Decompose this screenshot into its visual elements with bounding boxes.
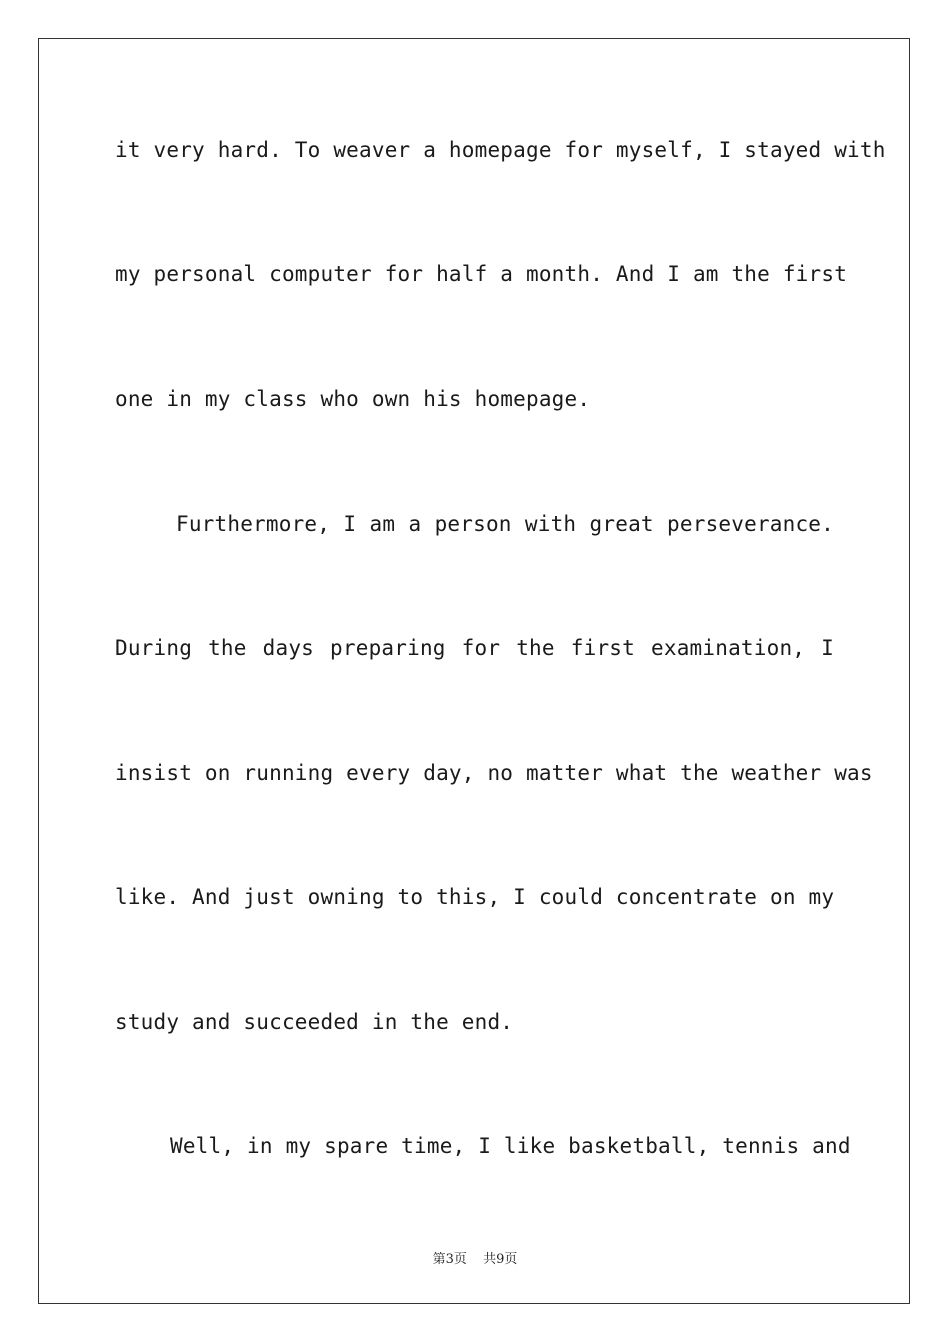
text-line-7: like. And just owning to this, I could concentrate on my [115,885,835,909]
text-line-8: study and succeeded in the end. [115,1010,514,1034]
text-line-9: Well, in my spare time, I like basketball, tennis and [170,1134,851,1158]
text-line-4: Furthermore, I am a person with great perseverance. [176,512,834,536]
page-number-current: 第3页 [432,1252,467,1267]
text-line-5: During the days preparing for the first examination, I [115,636,834,660]
text-line-6: insist on running every day, no matter what the weather was [115,761,873,785]
text-line-3: one in my class who own his homepage. [115,387,591,411]
page-number-total: 共9页 [483,1252,518,1267]
text-line-1: it very hard. To weaver a homepage for myself, I stayed with [115,138,886,162]
page-border [38,38,910,1304]
page-footer [0,1248,950,1267]
text-line-2: my personal computer for half a month. And I am the first [115,262,848,286]
